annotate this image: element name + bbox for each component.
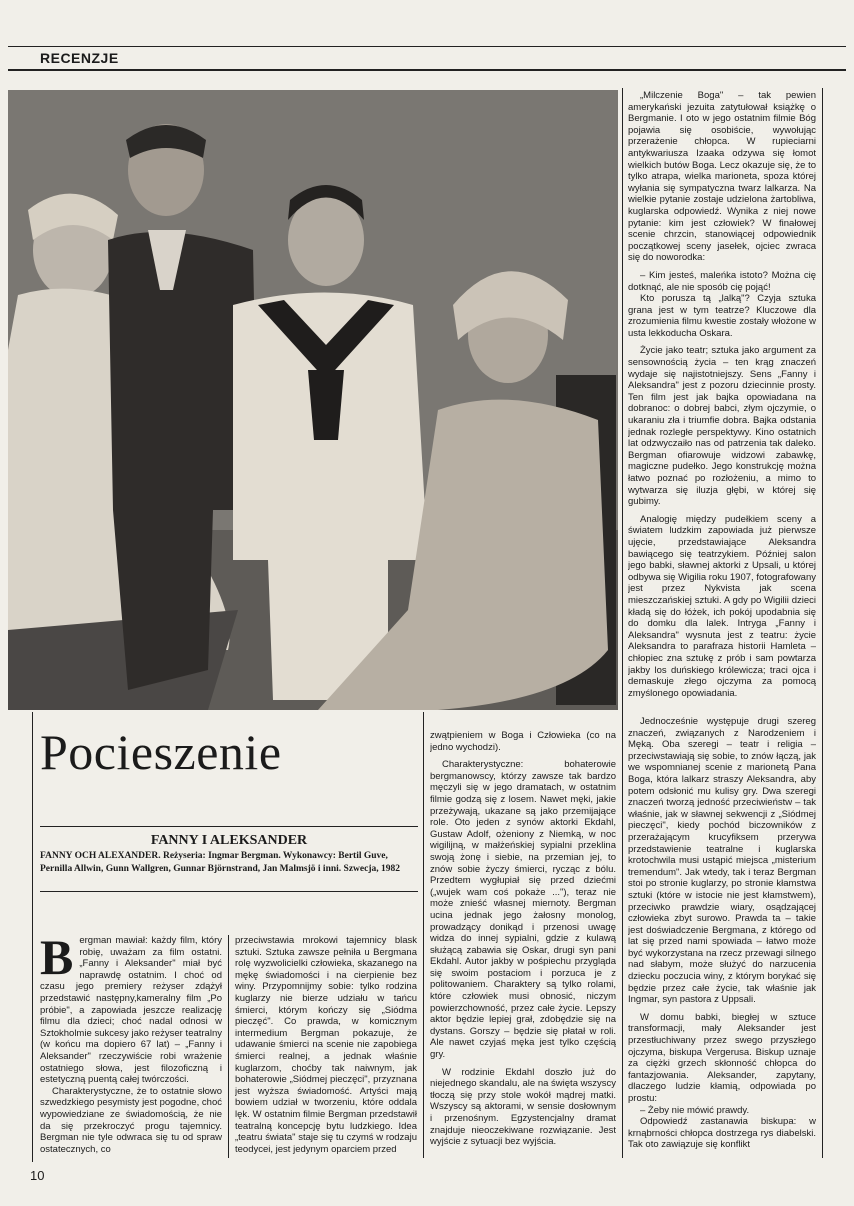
article-column-2 — [235, 935, 417, 1157]
article-column-4 — [628, 90, 816, 710]
paragraph: Jednocześnie występuje drugi szereg znaczeń, związanych z Narodzeniem i Męką. Oba szeregi – teatr i religia – przeciwstawiają się sobie, to znów łączą, jak we wspomnianej scenie z marionetą Pana Boga, która lalkarz straszy Aleksandra, aby potem odsłonić mu kulisy gry. Dwa szeregi znaczeń tworzą jedność przeciwieństw – tak właśnie, jak w sławnej sekwencji z „Siódmej pieczęci", kiedy pochód biczowników z przerażającym krucyfiksem przerywa przedstawienie teatralne i kuglarska krotochwila musi ustąpić miejsca „misterium tremendum". Jak wtedy, tak i teraz Bergman stoi po stronie kuglarzy, po stronie kłamstwa sztuki (które w istocie nie jest kłamstwem), przeciwko prawdzie wiary, osądzającej człowieka zbyt surowo. Prawda ta – takie jest doświadczenie Bergmana, z którego od lat się przed nami spowiada – łatwo może być wykorzystana na rzecz przewagi silnego nad słabym, może służyć do narzucenia dziecku poczucia winy, z którym borykać się będzie przez całe życie, tak właśnie jak Ingmar, syn pastora z Uppsali. — [628, 716, 816, 1006]
subhead-top-rule — [40, 826, 418, 827]
section-label: RECENZJE — [40, 50, 119, 66]
paragraph: – Żeby nie mówić prawdy. — [640, 1104, 750, 1116]
column-rule-2 — [423, 712, 424, 1158]
film-still-photo — [8, 90, 618, 710]
paragraph: Życie jako teatr; sztuka jako argument za sensownością życia – ten krąg znaczeń wydaje się najistotniejszy. Sens „Fanny i Aleksandra" jest z pozoru dziecinnie prosty. Ten film jest jak bajka opowiadana na dobranoc: o dobrej babci, złym ojczymie, o ukaraniu zła i triumfie dobra. Bajka odstania jednak rozległe perspektywy. Kino ostatnich lat odzwyczaiło nas od patrzenia tak daleko. Bergman ofiarowuje widzowi zabawkę, magiczne pudełko. Jego konstrukcję można łatwo poznać po rozłożeniu, a mimo to wytwarza się iluzja głębi, w której się gubimy. — [628, 345, 816, 508]
paragraph: zwątpieniem w Boga i Człowieka (co na jedno wychodzi). — [430, 730, 616, 753]
column-rule-3 — [622, 88, 623, 1158]
photo-illustration — [8, 90, 618, 710]
paragraph: przeciwstawia mrokowi tajemnicy blask sztuki. Sztuka zawsze pełniła u Bergmana rolę wyzwolicielki człowieka, skazanego na mękę świadomości i na cierpienie bez winy. Przypomnijmy sobie: tylko rodzina kuglarzy nie bierze udziału w tańcu śmierci, którym kończy się „Siódma pieczęć". Co prawda, w komicznym intermedium Bergman pokazuje, że udawanie śmierci na scenie nie zapobiega śmierci realnej, a jednak właśnie kuglarzom, choćby tak naiwnym, jak bohaterowie „Siódmej pieczęci", przyznana jest wyższa świadomość. Artyści mają bowiem udział w tworzeniu, które oddala lęk. W ostatnim filmie Bergman przedstawił teatralną koncepcję bytu ludzkiego. Idea „teatru świata" staje się tu czymś w rodzaju teodycei, jest jedynym oparciem przed — [235, 935, 417, 1155]
page-number: 10 — [30, 1168, 45, 1183]
left-column-rule — [32, 712, 33, 1162]
header-rule — [8, 69, 846, 71]
article-column-3 — [430, 730, 616, 1158]
column-rule-1 — [228, 935, 229, 1158]
film-title: FANNY I ALEKSANDER — [150, 833, 308, 848]
paragraph: „Milczenie Boga" – tak pewien amerykański jezuita zatytułował książkę o Bergmanie. I oto w jego ostatnim filmie Bóg pojawia się osobiście, wywołując przerażenie chłopca. W rupieciarni antykwariusza Izaaka odzywa się łomot wielkich butów Boga. Lecz okazuje się, że to tylko atrapa, wielka marioneta, spoza której wyłania się sympatyczna twarz lalkarza. Na wielkie pytanie zostaje udzielona żartobliwa, kuglarska odpowiedź. Wynika z niej nowe pytanie: kim jest człowiek? W finałowej scenie chrzcin, stanowiącej odpowiednik początkowej sceny jasełek, ojciec zwraca się do noworodka: — [628, 90, 816, 264]
article-title: Pocieszenie — [40, 724, 282, 780]
article-column-1 — [40, 935, 222, 1157]
paragraph: Kto porusza tą „lalką"? Czyja sztuka grana jest w tym teatrze? Kluczowe dla zrozumienia filmu kwestie zostały włożone w usta lekkoducha Oskara. — [628, 293, 816, 339]
credits-bottom-rule — [40, 891, 418, 892]
paragraph: Odpowiedź zastanawia biskupa: w krnąbrności chłopca dostrzega rys diabelski. Tak oto zawiązuje się konflikt — [628, 1116, 816, 1151]
paragraph: – Kim jesteś, maleńka istoto? Można cię dotknąć, ale nie sposób cię pojąć! — [628, 269, 816, 293]
article-column-5 — [628, 716, 816, 1158]
right-edge-rule — [822, 88, 823, 1158]
drop-cap: B — [40, 935, 74, 985]
paragraph: W domu babki, biegłej w sztuce transformacji, mały Aleksander jest przestłuchiwany przez swego przyszłego ojczyma, biskupa Vergerusa. Biskup uznaje za ciężki grzech skłonność chłopca do fantazjowania. Aleksander, zapytany, dlaczego ludzie kłamią, odpowiada po prostu: — [628, 1011, 816, 1104]
paragraph: Charakterystyczne: bohaterowie bergmanowscy, którzy zawsze tak bardzo męczyli się w jego dramatach, w ostatnim filmie godzą się z losem. Nawet męki, jakie przeżywają, ukazane są jako przemijające role. Oto jeden z synów aktorki Ekdahl, Gustaw Adolf, ożeniony z Niemką, w noc wigilijną, w małżeńskiej sypialni przeklina swoją żonę i siebie, na przemian jej, to znów sobie życzy śmierci, rycząc z bólu. Przedtem wygłupiał się przed dziećmi („wujek wam coś pokaże ..."), teraz nie może znieść własnej miernoty. Bergman ucina jednak jego żałosny monolog, prowadzący donikąd i przenosi uwagę widza do innej sypialni, gdzie z kulawą służącą zabawia się Oskar, drugi syn pani Ekdahl. Autor jakby w pośpiechu przygląda się swoim postaciom i porzuca je z politowaniem. Charaktery są tylko rolami, które człowiek musi obnosić, niczym powierzchowność, przez całe życie. Lepszy aktor będzie lepiej grał, zdobędzie się na dystans. Gorszy – będzie się płatał w roli. Ale nawet czyjaś męka jest tylko częścią gry. — [430, 759, 616, 1061]
paragraph: ergman mawiał: każdy film, który robię, uważam za film ostatni. „Fanny i Aleksander" miał być naprawdę ostatnim. I choć od czasu jego premiery reżyser zdążył przedstawić następny,kameralny film „Po próbie", a zapowiada jeszcze realizację filmu dla dzieci; choć nadal odnosi w Sztokholmie sukcesy jako reżyser teatralny (w końcu ma dopiero 67 lat) – „Fanny i Aleksander" rzeczywiście robi wrażenie ostatniego słowa, jest filozoficzną i estetyczną puentą całej twórczości. — [40, 935, 222, 1086]
top-rule — [8, 46, 846, 47]
paragraph: Analogię między pudełkiem sceny a światem ludzkim zapowiada już pierwsze ujęcie, przedstawiające Aleksandra bawiącego się teatrzykiem. Później salon jego babki, sławnej aktorki z Upsali, u której odbywa się Wigilia roku 1907, fotografowany jest przez Nykvista jak scena mieszczańskiej sztuki. A gdy po Wigilii dzieci kładą się do łóżek, ich pokój upodabnia się do domku dla lalek. Intryga „Fanny i Aleksandra" wysnuta jest z teatru: życie Aleksandra to parafraza historii Hamleta – chłopiec zna sztukę z prób i sam powtarza jakby los duńskiego królewicza; traci ojca i demaskuje złego ojczyma za pomocą zmyślonego opowiadania. — [628, 513, 816, 699]
film-credits: FANNY OCH ALEXANDER. Reżyseria: Ingmar Bergman. Wykonawcy: Bertil Guve, Pernilla Allwin, Gunn Wallgren, Gunnar Björnstrand, Jan Malmsjö i inni. Szwecja, 1982 — [40, 851, 400, 874]
paragraph: Charakterystyczne, że to ostatnie słowo szwedzkiego pesymisty jest pogodne, choć wypowiedziane ze świadomością, że nie da się przekroczyć progu tajemnicy. Bergman nie tyle odwraca się tu od spraw ostatecznych, co — [40, 1085, 222, 1155]
paragraph: W rodzinie Ekdahl doszło już do niejednego skandalu, ale na święta wszyscy tłoczą się przy stole wokół mądrej matki. Wszyscy są aktorami, w sensie dosłownym i przenośnym. Egzystencjalny dramat znajduje nieoczekiwane rozwiązanie. Jest wyjście z sytuacji bez wyjścia. — [430, 1066, 616, 1148]
